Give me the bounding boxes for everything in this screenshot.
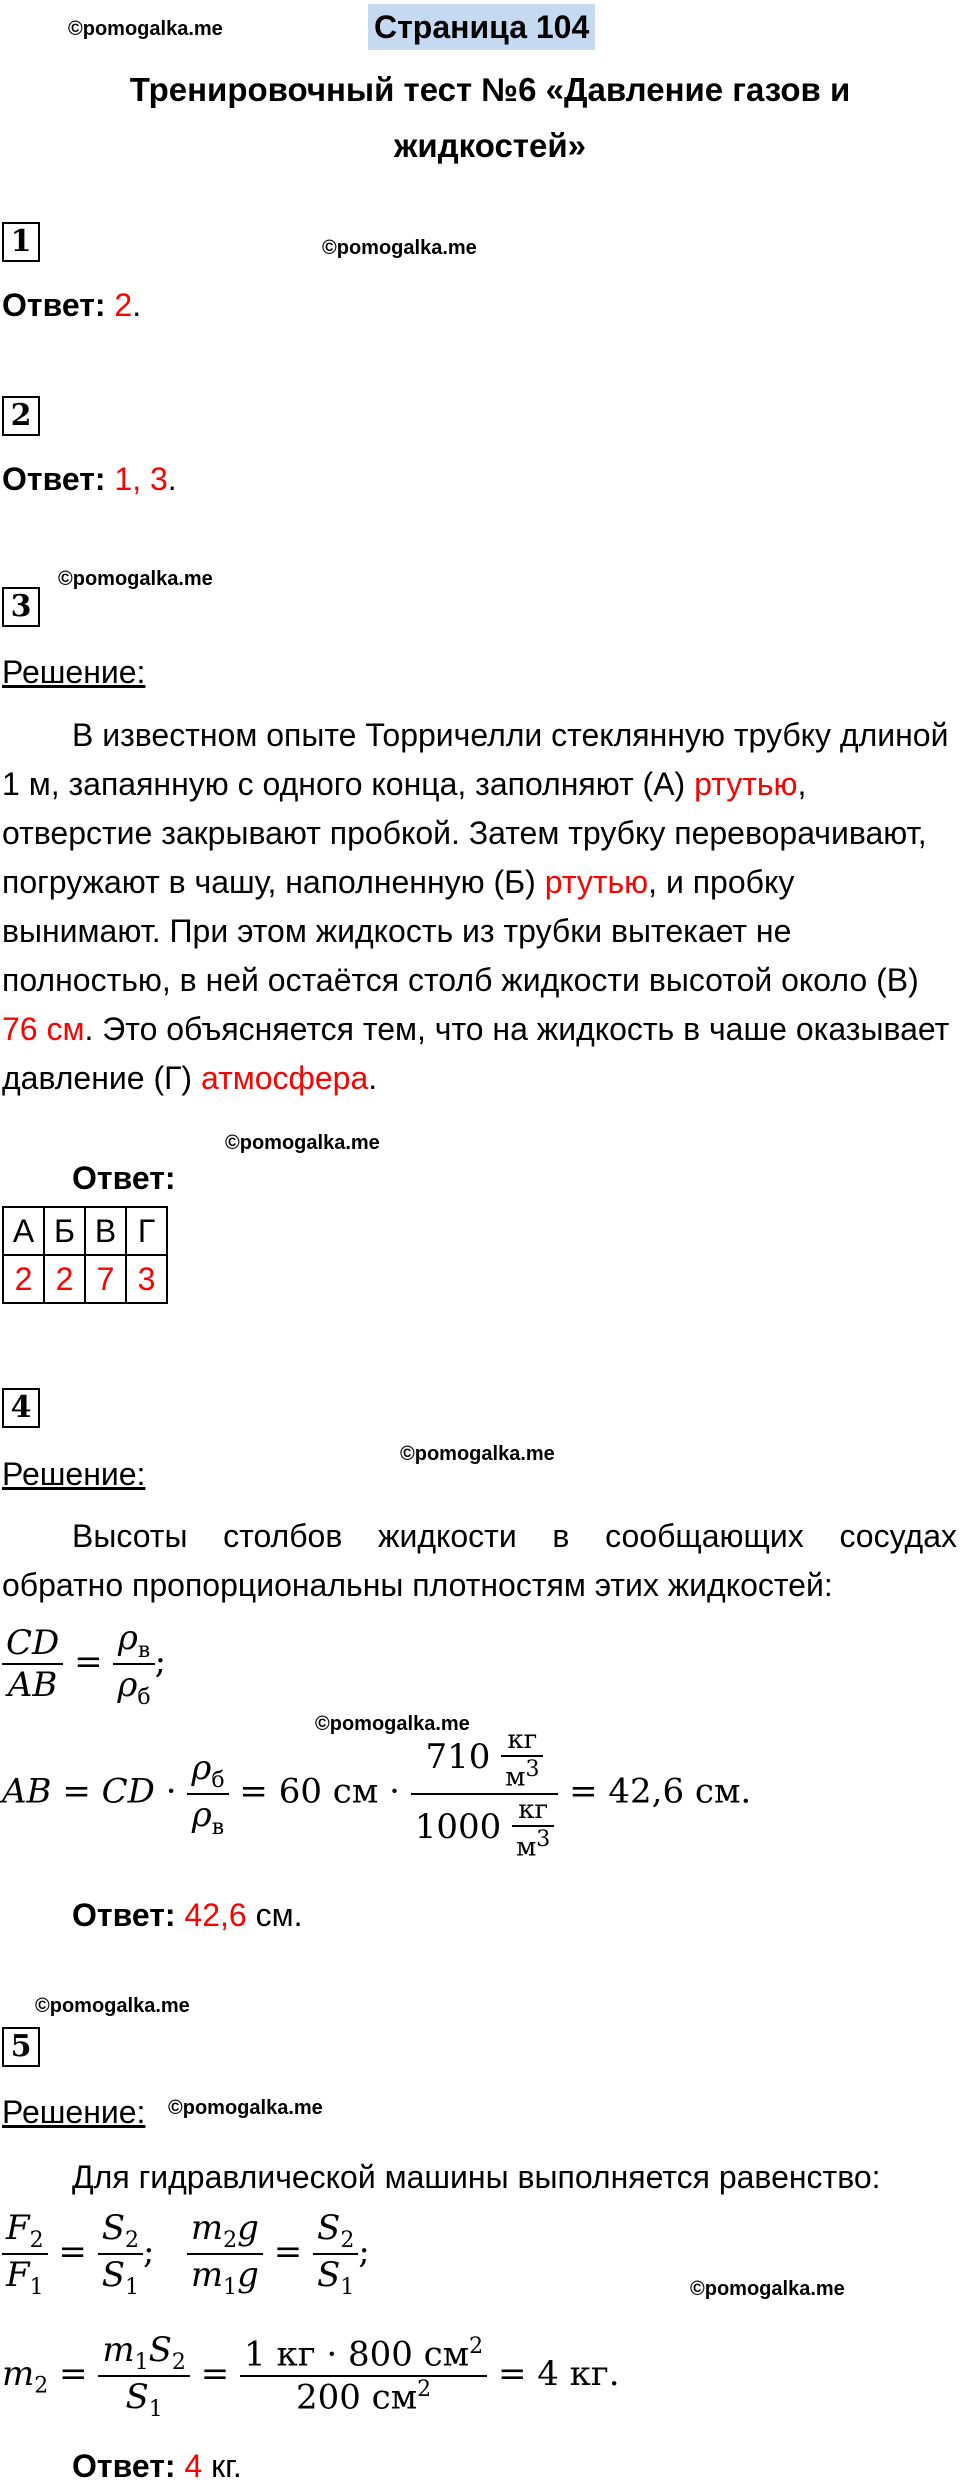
- table-header-row: [3, 1207, 167, 1255]
- solution-paragraph: В известном опыте Торричелли стеклянную трубку длиной 1 м, запаянную с одного конца, заполняют (А) ртутью, отверстие закрывают пробкой. Затем трубку переворачивают, погружают в чашу, наполненную (Б) ртутью, и пробку вынимают. При этом жидкость из трубки вытекает не полностью, в ней остаётся столб жидкости высотой около (В) 76 см. Это объясняется тем, что на жидкость в чаше оказывает давление (Г) атмосфера.: [2, 717, 950, 1096]
- table-header-cell: Г: [126, 1207, 167, 1255]
- solution-paragraph: обратно пропорциональны плотностям этих жидкостей:: [2, 1567, 833, 1603]
- formula-calculation: AB = CD · $\frac{\rho_б}{\rho_в}$ = 60 см · 710 $\frac{кг}{м^3}$ 1000 $\frac{кг}{м^3}$ = 42,6 см.: [2, 1725, 752, 1863]
- answer-label: Ответ:: [2, 461, 106, 497]
- document-title: Тренировочный тест №6 «Давление газов и жидкостей»: [129, 71, 851, 164]
- watermark: ©pomogalka.me: [58, 568, 213, 590]
- answer-value: 1, 3: [114, 461, 168, 497]
- answer-unit: кг.: [202, 2448, 242, 2484]
- question-number: 1: [2, 222, 40, 262]
- answer-label: Ответ:: [2, 287, 106, 323]
- watermark: ©pomogalka.me: [400, 1443, 555, 1465]
- watermark: ©pomogalka.me: [168, 2097, 323, 2119]
- solution-label: Решение:: [2, 654, 146, 690]
- answer-line: [2, 459, 177, 499]
- answer-end: .: [167, 461, 177, 497]
- formula-ratio: $\frac{CD}{AB}$ = $\frac{\rho_в}{\rho_б}$ ;: [2, 1618, 166, 1710]
- answer-unit: см.: [246, 1897, 303, 1933]
- formula-hydraulic: $\frac{F_2}{F_1}$ = $\frac{S_2}{S_1}$ ; $\frac{m_2g}{m_1g}$ = $\frac{S_2}{S_1}$ ;: [2, 2208, 370, 2300]
- table-value-row: [3, 1255, 167, 1303]
- answer-label: Ответ:: [72, 1897, 176, 1933]
- watermark: ©pomogalka.me: [225, 1132, 380, 1154]
- answer-label: Ответ:: [72, 1160, 176, 1196]
- watermark: ©pomogalka.me: [690, 2278, 845, 2300]
- answer-value: 42,6: [184, 1897, 247, 1933]
- solution-label: Решение:: [2, 2094, 146, 2130]
- question-number: 2: [2, 396, 40, 436]
- answer-table: [2, 1206, 168, 1304]
- table-value-cell: 7: [85, 1255, 126, 1303]
- answer-line: [2, 285, 141, 325]
- solution-label: Решение:: [2, 1456, 146, 1492]
- watermark: ©pomogalka.me: [35, 1995, 190, 2017]
- solution-paragraph: Для гидравлической машины выполняется равенство:: [72, 2159, 881, 2195]
- question-number: 5: [2, 2027, 40, 2067]
- watermark: ©pomogalka.me: [68, 18, 223, 40]
- table-value-cell: 2: [3, 1255, 44, 1303]
- answer-end: .: [132, 287, 142, 323]
- question-number: 3: [2, 587, 40, 627]
- answer-line: [72, 1895, 302, 1935]
- table-value-cell: 2: [44, 1255, 85, 1303]
- table-header-cell: В: [85, 1207, 126, 1255]
- solution-paragraph: Высоты столбов жидкости в сообщающих сосудах: [72, 1518, 957, 1554]
- table-value-cell: 3: [126, 1255, 167, 1303]
- watermark: ©pomogalka.me: [322, 237, 477, 259]
- question-number: 4: [2, 1388, 40, 1428]
- table-header-cell: А: [3, 1207, 44, 1255]
- answer-line: [72, 2446, 242, 2486]
- answer-value: 4: [184, 2448, 203, 2484]
- table-header-cell: Б: [44, 1207, 85, 1255]
- watermark: ©pomogalka.me: [315, 1713, 470, 1735]
- answer-value: 2: [114, 287, 133, 323]
- formula-mass: $m_2$ = $\frac{m_1S_2}{S_1}$ = $\frac{1 кг \cdot 800 см^2}{200 см^2}$ = 4 кг.: [2, 2330, 620, 2422]
- answer-label: Ответ:: [72, 2448, 176, 2484]
- page-title: Страница 104: [368, 4, 595, 50]
